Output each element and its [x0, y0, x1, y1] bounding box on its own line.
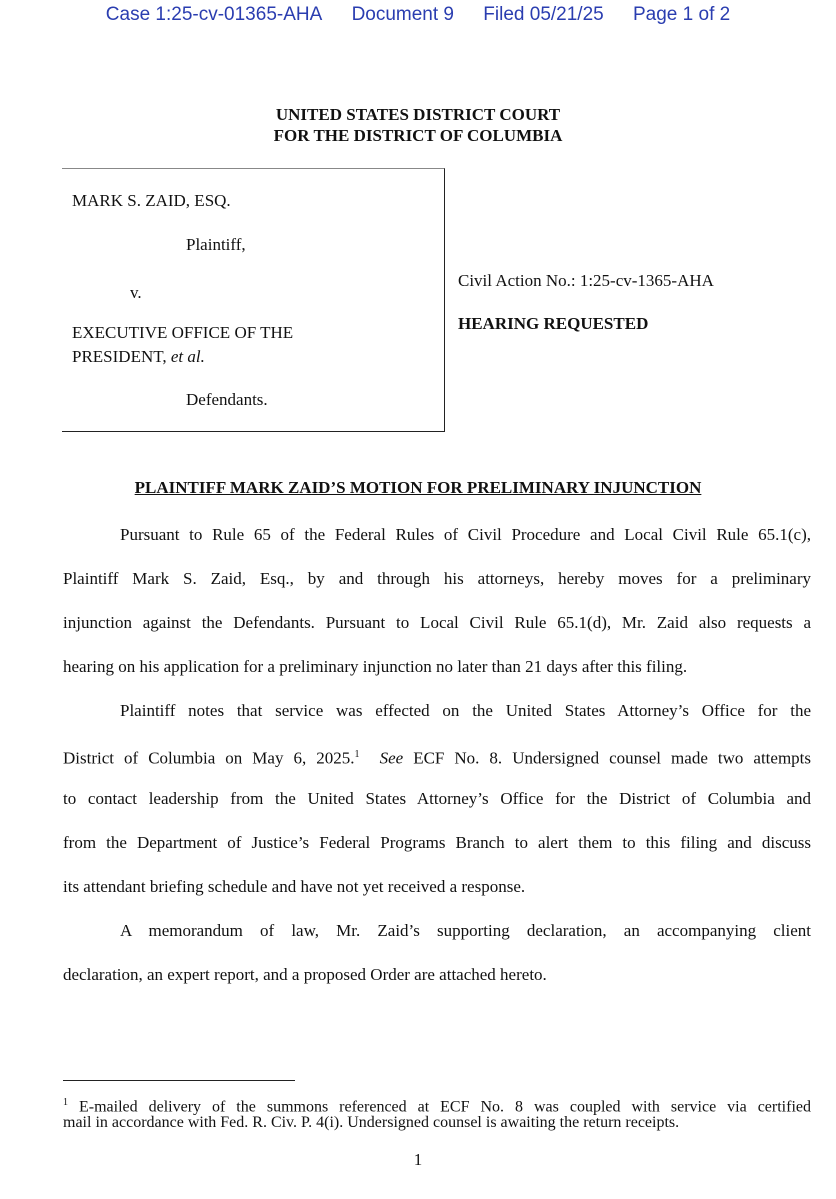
defendant-line-2: [72, 346, 205, 368]
versus: v.: [130, 283, 142, 302]
footnote-text-1: E-mailed delivery of the summons referenced at ECF No. 8 was coupled with service via certified: [78, 1098, 812, 1116]
footnote-line-2: mail in accordance with Fed. R. Civ. P. 4(i). Undersigned counsel is awaiting the return receipts.: [63, 1114, 680, 1131]
ecf-reference-text: ECF No. 8. Undersigned counsel made two attempts: [413, 748, 812, 768]
ecf-page-count: Page 1 of 2: [633, 4, 731, 25]
paragraph-2-line-5: its attendant briefing schedule and have not yet received a response.: [63, 877, 526, 896]
defendant-president: PRESIDENT,: [72, 347, 167, 366]
plaintiff-role: Plaintiff,: [186, 235, 246, 254]
court-heading: [0, 104, 836, 146]
plaintiff-name: MARK S. ZAID, ESQ.: [72, 191, 231, 210]
civil-action-number: Civil Action No.: 1:25-cv-1365-AHA: [458, 271, 714, 290]
paragraph-1-line-2: Plaintiff Mark S. Zaid, Esq., by and through his attorneys, hereby moves for a preliminary: [63, 569, 811, 588]
defendant-line-1: EXECUTIVE OFFICE OF THE: [72, 323, 294, 342]
paragraph-1-line-3: injunction against the Defendants. Pursuant to Local Civil Rule 65.1(d), Mr. Zaid also requests a: [63, 613, 811, 632]
footnote-number: 1: [63, 1097, 68, 1108]
hearing-requested: HEARING REQUESTED: [458, 314, 649, 333]
paragraph-3-line-2: declaration, an expert report, and a proposed Order are attached hereto.: [63, 965, 547, 984]
ecf-case-number: Case 1:25-cv-01365-AHA: [105, 4, 323, 25]
paragraph-1-line-4: hearing on his application for a preliminary injunction no later than 21 days after this filing.: [63, 657, 688, 676]
paragraph-2-line-1: Plaintiff notes that service was effected on the United States Attorney’s Office for the: [120, 701, 811, 720]
court-district: FOR THE DISTRICT OF COLUMBIA: [273, 126, 563, 145]
court-name: UNITED STATES DISTRICT COURT: [275, 105, 561, 124]
paragraph-2-line-2: [63, 744, 811, 770]
ecf-header: [0, 4, 836, 26]
ecf-document-number: Document 9: [351, 4, 455, 25]
paragraph-2-line-3: to contact leadership from the United States Attorney’s Office for the District of Columbia and: [63, 789, 811, 808]
et-al: et al.: [170, 347, 205, 366]
paragraph-1-line-1: Pursuant to Rule 65 of the Federal Rules of Civil Procedure and Local Civil Rule 65.1(c),: [120, 525, 811, 544]
page-number: 1: [413, 1150, 423, 1169]
footnote-divider: [63, 1080, 295, 1081]
see-signal: See: [379, 748, 404, 768]
motion-title: PLAINTIFF MARK ZAID’S MOTION FOR PRELIMINARY INJUNCTION: [134, 478, 702, 497]
service-date-text: District of Columbia on May 6, 2025.: [63, 748, 355, 768]
paragraph-3-line-1: A memorandum of law, Mr. Zaid’s supporting declaration, an accompanying client: [120, 921, 811, 940]
ecf-filed-date: Filed 05/21/25: [483, 4, 604, 25]
defendant-role: Defendants.: [186, 390, 268, 409]
footnote-reference: 1: [354, 749, 360, 760]
paragraph-2-line-4: from the Department of Justice’s Federal Programs Branch to alert them to this filing and discuss: [63, 833, 811, 852]
